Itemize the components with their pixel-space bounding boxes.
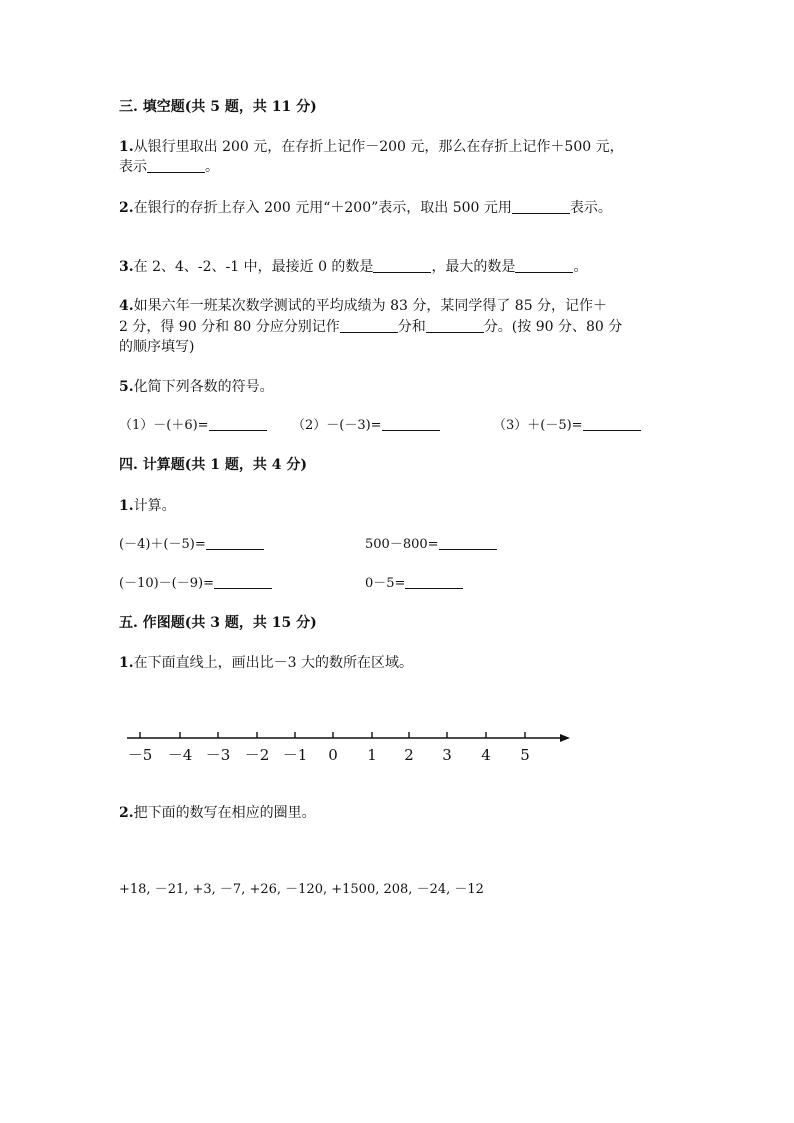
- section-4-title: 四. 计算题(共 1 题，共 4 分): [119, 457, 307, 473]
- number-line-label: －4: [167, 746, 193, 764]
- question-text: 。: [205, 159, 219, 175]
- question-3-4-line3: 的顺序填写): [119, 339, 195, 355]
- question-text: ，最大的数是: [431, 259, 516, 275]
- number-line-label: 1: [367, 746, 377, 764]
- number-line-ticks: [140, 732, 525, 738]
- question-text: 。: [573, 259, 588, 275]
- expression: 0－5=: [365, 576, 406, 591]
- question-text: 表示。: [569, 200, 612, 216]
- question-number: 1.: [119, 498, 134, 514]
- question-number: 4.: [119, 298, 134, 314]
- number-line-arrow-icon: [560, 734, 570, 742]
- question-text: 如果六年一班某次数学测试的平均成绩为 83 分，某同学得了 85 分，记作＋: [133, 298, 608, 314]
- question-number: 2.: [119, 200, 134, 216]
- question-text: 在 2、4、-2、-1 中，最接近 0 的数是: [133, 259, 374, 275]
- question-number: 1.: [119, 139, 134, 155]
- question-number: 1.: [119, 655, 134, 671]
- number-line-label: －2: [244, 746, 270, 764]
- question-text: 分和: [397, 319, 426, 335]
- question-text: 在银行的存折上存入 200 元用“＋200”表示，取出 500 元用: [133, 200, 512, 216]
- number-line-label: 3: [442, 746, 452, 764]
- number-line-label: 5: [520, 746, 530, 764]
- number-line-label: －5: [127, 746, 153, 764]
- question-text: 2 分，得 90 分和 80 分应分别记作: [119, 319, 340, 335]
- number-line-labels: [128, 746, 530, 764]
- number-line-label: 0: [328, 746, 338, 764]
- expression: (－4)＋(－5)=: [119, 537, 206, 552]
- question-text: 在下面直线上，画出比－3 大的数所在区域。: [133, 655, 413, 671]
- question-text: 表示: [119, 159, 147, 175]
- expression: （1）－(＋6)=: [119, 418, 209, 433]
- question-number: 2.: [119, 805, 134, 821]
- question-text: 计算。: [133, 498, 176, 514]
- question-5-2: [119, 803, 316, 823]
- number-list: +18, －21, +3, －7, +26, －120, +1500, 208, －24, －12: [119, 882, 484, 897]
- question-text: 分。(按 90 分、80 分: [483, 319, 623, 335]
- expression: 500－800=: [365, 537, 439, 552]
- number-line-label: －1: [282, 746, 308, 764]
- question-text: 把下面的数写在相应的圈里。: [133, 805, 316, 821]
- number-line-label: 2: [404, 746, 414, 764]
- section-3-title: 三. 填空题(共 5 题，共 11 分): [119, 99, 317, 115]
- question-text: 化简下列各数的符号。: [133, 379, 274, 395]
- section-5-title: 五. 作图题(共 3 题，共 15 分): [119, 615, 317, 631]
- expression: （2）－(－3)=: [292, 418, 382, 433]
- expression: (－10)－(－9)=: [119, 576, 214, 591]
- question-number: 3.: [119, 259, 134, 275]
- expression: （3）＋(－5)=: [493, 418, 583, 433]
- question-number: 5.: [119, 379, 134, 395]
- number-line-label: 4: [481, 746, 491, 764]
- question-text: 从银行里取出 200 元，在存折上记作－200 元，那么在存折上记作＋500 元，: [133, 139, 624, 155]
- number-line-label: －3: [205, 746, 231, 764]
